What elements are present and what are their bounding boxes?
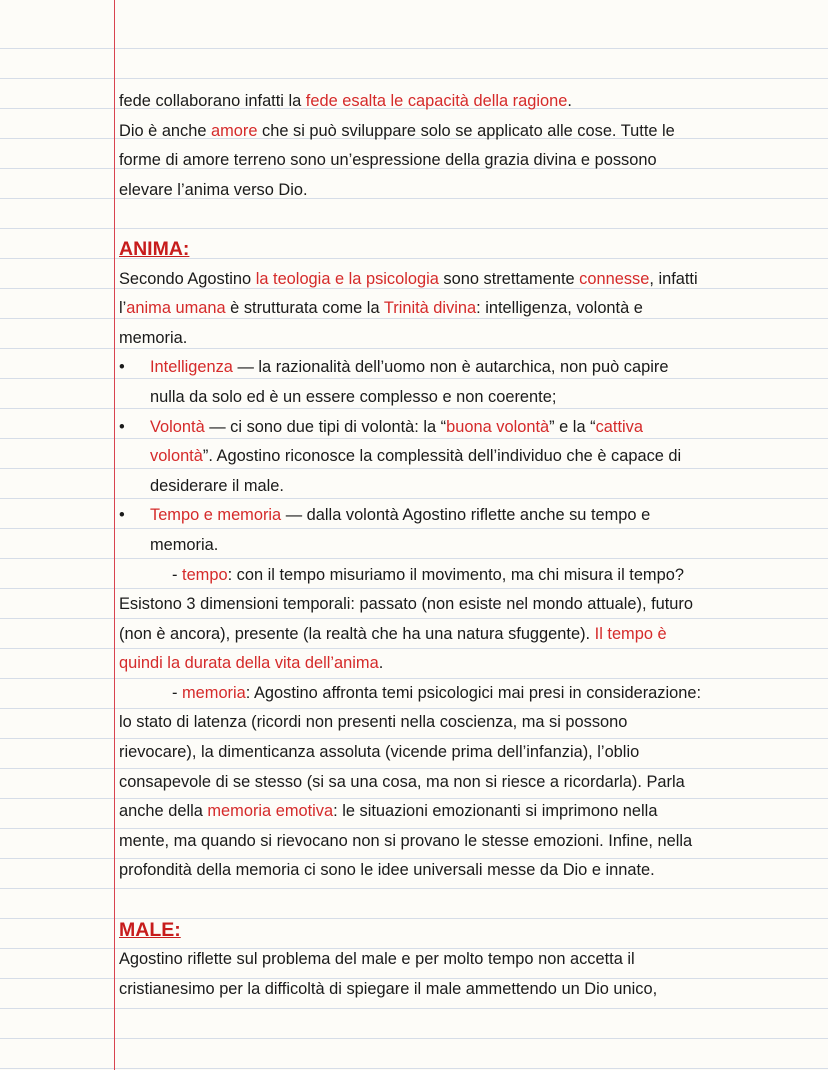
text-span: (non è ancora), presente (la realtà che ha una natura sfuggente). <box>119 624 595 643</box>
text-span: - <box>172 565 183 584</box>
margin-line <box>114 0 115 1070</box>
text-line <box>119 827 819 857</box>
text-line <box>119 561 819 591</box>
highlighted-text: Tempo e memoria <box>150 506 282 525</box>
text-line <box>119 886 819 916</box>
text-span: che si può sviluppare solo se applicato alle cose. Tutte le <box>257 121 675 140</box>
bullet-marker: • <box>119 358 125 377</box>
highlighted-text: memoria <box>182 683 246 702</box>
highlighted-text: Intelligenza <box>150 358 233 377</box>
text-span: ”. Agostino riconosce la complessità dell’individuo che è capace di <box>202 447 682 466</box>
bullet-marker: • <box>119 506 125 525</box>
text-span: anche della <box>119 802 208 821</box>
highlighted-text: memoria emotiva <box>207 802 334 821</box>
text-line <box>119 146 819 176</box>
text-line <box>119 916 819 946</box>
note-body <box>119 87 819 1004</box>
highlighted-text: volontà <box>150 447 203 466</box>
text-span: — ci sono due tipi di volontà: la “ <box>204 417 447 436</box>
text-span: Agostino riflette sul problema del male e per molto tempo non accetta il <box>119 950 635 969</box>
text-span: cristianesimo per la difficoltà di spiegare il male ammettendo un Dio unico, <box>119 979 658 998</box>
text-span: memoria. <box>150 535 219 554</box>
text-line <box>119 620 819 650</box>
text-span: ” e la “ <box>549 417 596 436</box>
text-line <box>119 708 819 738</box>
highlighted-text: anima umana <box>126 299 226 318</box>
text-line <box>119 442 819 472</box>
text-span: memoria. <box>119 328 188 347</box>
text-line <box>119 383 819 413</box>
text-line <box>119 531 819 561</box>
text-span: sono strettamente <box>438 269 580 288</box>
text-line <box>119 975 819 1005</box>
text-line <box>119 176 819 206</box>
text-line <box>119 324 819 354</box>
text-span: . <box>567 92 572 110</box>
text-span: è strutturata come la <box>225 299 384 318</box>
text-span: : con il tempo misuriamo il movimento, ma chi misura il tempo? <box>227 565 684 584</box>
section-heading: ANIMA: <box>119 237 190 260</box>
section-heading: MALE: <box>119 918 181 941</box>
highlighted-text: Il tempo è <box>594 624 667 643</box>
text-span: profondità della memoria ci sono le idee universali messe da Dio e innate. <box>119 861 655 880</box>
text-span: - <box>172 683 183 702</box>
bullet-line <box>119 353 819 383</box>
text-span: consapevole di se stesso (si sa una cosa, ma non si riesce a ricordarla). Parla <box>119 772 685 791</box>
text-span: Esistono 3 dimensioni temporali: passato (non esiste nel mondo attuale), futuro <box>119 595 693 614</box>
text-line <box>119 205 819 235</box>
text-span: rievocare), la dimenticanza assoluta (vicende prima dell’infanzia), l’oblio <box>119 743 640 762</box>
text-span: l’ <box>119 299 127 318</box>
bullet-line <box>119 413 819 443</box>
text-span: — la razionalità dell’uomo non è autarchica, non può capire <box>232 358 669 377</box>
highlighted-text: buona volontà <box>446 417 550 436</box>
text-line <box>119 235 819 265</box>
highlighted-text: fede esalta le capacità della ragione <box>305 92 568 110</box>
text-line <box>119 768 819 798</box>
highlighted-text: Trinità divina <box>383 299 477 318</box>
text-line <box>119 87 819 117</box>
highlighted-text: quindi la durata della vita dell’anima <box>119 654 379 673</box>
text-span: Secondo Agostino <box>119 269 256 288</box>
text-line <box>119 945 819 975</box>
text-line <box>119 797 819 827</box>
text-line <box>119 679 819 709</box>
highlighted-text: cattiva <box>595 417 643 436</box>
text-span: : intelligenza, volontà e <box>476 299 643 318</box>
text-span: desiderare il male. <box>150 476 284 495</box>
text-line <box>119 294 819 324</box>
highlighted-text: amore <box>211 121 258 140</box>
text-span: forme di amore terreno sono un’espressione della grazia divina e possono <box>119 151 657 170</box>
text-line <box>119 472 819 502</box>
text-span: nulla da solo ed è un essere complesso e non coerente; <box>150 387 557 406</box>
text-line <box>119 738 819 768</box>
highlighted-text: connesse <box>579 269 650 288</box>
text-span: — dalla volontà Agostino riflette anche su tempo e <box>281 506 651 525</box>
text-span: Dio è anche <box>119 121 212 140</box>
text-line <box>119 265 819 295</box>
text-span: elevare l’anima verso Dio. <box>119 180 308 199</box>
text-span: : Agostino affronta temi psicologici mai presi in considerazione: <box>245 683 702 702</box>
text-span: fede collaborano infatti la <box>119 92 306 110</box>
text-span: lo stato di latenza (ricordi non presenti nella coscienza, ma si possono <box>119 713 628 732</box>
text-span: . <box>378 654 384 673</box>
highlighted-text: tempo <box>182 565 228 584</box>
text-line <box>119 649 819 679</box>
text-span: mente, ma quando si rievocano non si provano le stesse emozioni. Infine, nella <box>119 831 693 850</box>
text-line <box>119 590 819 620</box>
text-line <box>119 856 819 886</box>
bullet-line <box>119 501 819 531</box>
text-span: , infatti <box>649 269 698 288</box>
bullet-marker: • <box>119 417 125 436</box>
highlighted-text: la teologia e la psicologia <box>255 269 439 288</box>
highlighted-text: Volontà <box>150 417 205 436</box>
text-span: : le situazioni emozionanti si imprimono nella <box>333 802 658 821</box>
text-line <box>119 117 819 147</box>
